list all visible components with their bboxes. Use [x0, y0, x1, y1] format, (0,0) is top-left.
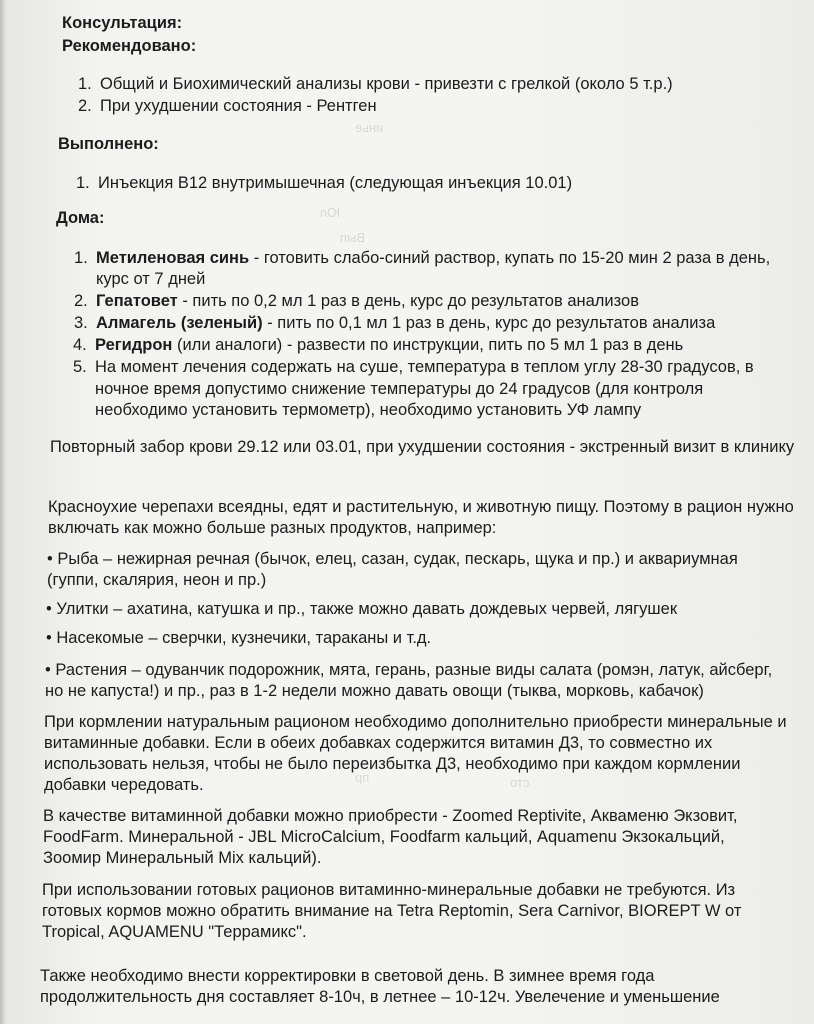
diet-item-insects: • Насекомые – сверчки, кузнечики, тараканы и т.д.: [46, 629, 432, 647]
list-item-text: (или аналоги) - развести по инструкции, пить по 5 мл 1 раз в день: [172, 336, 684, 354]
daylight-paragraph: Также необходимо внести корректировки в световой день. В зимнее время года: [40, 967, 655, 985]
bleed-through-mark: пр: [355, 770, 370, 785]
diet-item-snails: • Улитки – ахатина, катушка и пр., также можно давать дождевых червей, лягушек: [46, 600, 678, 618]
list-number: 2.: [74, 292, 88, 310]
done-item: [76, 173, 572, 193]
supplements-paragraph: использовать нельзя, чтобы не было переизбытка Д3, необходимо при каждом кормлении: [44, 755, 741, 773]
recommended-heading: Рекомендовано:: [62, 37, 197, 55]
bleed-through-mark: Юл: [320, 205, 341, 220]
diet-item-fish: (гуппи, скалярия, неон и пр.): [47, 571, 267, 589]
home-item-continuation: курс от 7 дней: [96, 270, 206, 288]
medication-name: Алмагель (зеленый): [96, 314, 263, 332]
consultation-title: Консультация:: [62, 14, 183, 32]
list-item-text: - готовить слабо-синий раствор, купать по 15-20 мин 2 раза в день,: [249, 249, 771, 267]
repeat-blood-note: Повторный забор крови 29.12 или 03.01, при ухудшении состояния - экстренный визит в клинику: [50, 438, 795, 456]
done-heading: Выполнено:: [58, 135, 159, 153]
diet-item-fish: • Рыба – нежирная речная (бычок, елец, сазан, судак, пескарь, щука и пр.) и аквариумная: [47, 550, 738, 568]
medication-name: Гепатовет: [96, 292, 178, 310]
supplements-paragraph: витаминные добавки. Если в обеих добавках содержится витамин Д3, то совместно их: [44, 734, 713, 752]
list-item-text: Инъекция В12 внутримышечная (следующая инъекция 10.01): [98, 174, 573, 192]
home-heading: Дома:: [56, 209, 105, 227]
home-item: [74, 291, 639, 311]
ready-food-paragraph: При использовании готовых рационов витаминно-минеральные добавки не требуются. Из: [42, 881, 736, 899]
list-number: 3.: [74, 314, 88, 332]
list-number: 2.: [78, 97, 92, 115]
list-number: 1.: [76, 174, 90, 192]
home-item: [73, 357, 754, 377]
list-number: 1.: [74, 249, 88, 267]
bleed-through-mark: сто: [510, 775, 530, 790]
diet-item-plants: • Растения – одуванчик подорожник, мята, герань, разные виды салата (ромэн, латук, айсберг,: [45, 661, 773, 679]
ready-food-paragraph: Tropical, AQUAMENU "Террамикс".: [42, 923, 307, 941]
medication-name: Регидрон: [95, 336, 173, 354]
list-number: 4.: [73, 336, 87, 354]
home-item: [74, 313, 715, 333]
recommended-item: [78, 74, 673, 94]
diet-item-plants: но не капуста!) и пр., раз в 1-2 недели можно давать овощи (тыква, морковь, кабачок): [45, 682, 704, 700]
supplements-paragraph: При кормлении натуральным рационом необходимо дополнительно приобрести минеральные и: [44, 713, 787, 731]
bleed-through-mark: Вып: [340, 230, 366, 245]
list-item-text: - пить по 0,1 мл 1 раз в день, курс до результатов анализа: [262, 314, 716, 332]
home-item-continuation: необходимо установить термометр), необходимо установить УФ лампу: [95, 401, 642, 419]
medication-name: Метиленовая синь: [96, 249, 250, 267]
list-item-text: На момент лечения содержать на суше, температура в теплом углу 28-30 градусов, в: [95, 358, 754, 376]
list-item-text: Общий и Биохимический анализы крови - привезти с грелкой (около 5 т.р.): [100, 75, 673, 93]
page-fold-shadow: [0, 0, 6, 1024]
list-item-text: При ухудшении состояния - Рентген: [100, 97, 377, 115]
home-item-continuation: ночное время допустимо снижение температуры до 24 градусов (для контроля: [95, 380, 704, 398]
recommended-item: [78, 96, 377, 116]
vitamins-paragraph: В качестве витаминной добавки можно приобрести - Zoomed Reptivite, Акваменю Экзовит,: [43, 807, 738, 825]
daylight-paragraph: продолжительность дня составляет 8-10ч, в летнее – 10-12ч. Увелечение и уменьшение: [40, 988, 720, 1006]
vitamins-paragraph: FoodFarm. Минеральной - JBL MicroCalcium, Foodfarm кальций, Aquamenu Экзокальций,: [43, 828, 725, 846]
list-item-text: - пить по 0,2 мл 1 раз в день, курс до результатов анализов: [177, 292, 639, 310]
home-item: [74, 248, 770, 268]
supplements-paragraph: добавки чередовать.: [44, 776, 204, 794]
bleed-through-mark: инье: [355, 120, 384, 135]
list-number: 5.: [73, 358, 87, 376]
ready-food-paragraph: готовых кормов можно обратить внимание на Tetra Reptomin, Sera Carnivor, BIOREPT W от: [42, 902, 742, 920]
home-item: [73, 335, 683, 355]
vitamins-paragraph: Зоомир Минеральный Mix кальций).: [43, 849, 322, 867]
list-number: 1.: [78, 75, 92, 93]
diet-intro: Красноухие черепахи всеядны, едят и растительную, и животную пищу. Поэтому в рацион нужно: [48, 498, 794, 516]
diet-intro: включать как можно больше разных продуктов, например:: [48, 519, 497, 537]
